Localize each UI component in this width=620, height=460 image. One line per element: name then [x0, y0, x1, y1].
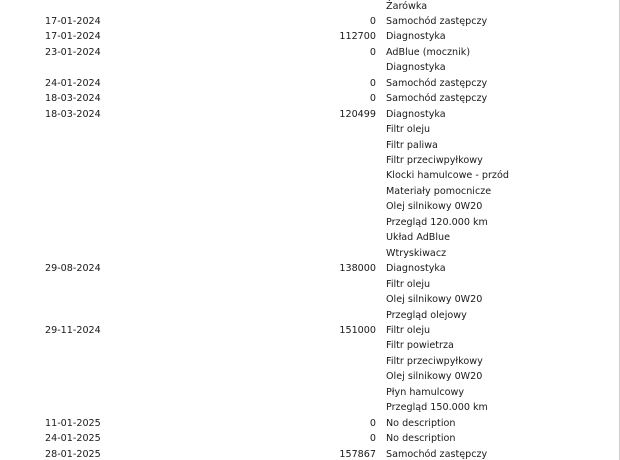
- row-mileage: 0: [369, 93, 376, 105]
- row-description: Filtr przeciwpyłkowy: [386, 355, 483, 367]
- table-row: [0, 215, 620, 230]
- row-date: 28-01-2025: [45, 448, 101, 460]
- table-row: [0, 277, 620, 292]
- row-description: Samochód zastępczy: [386, 15, 488, 27]
- table-row: [0, 76, 620, 91]
- row-description: Przegląd olejowy: [386, 309, 467, 321]
- row-description: Filtr paliwa: [386, 139, 438, 151]
- row-description: Filtr przeciwpyłkowy: [386, 155, 483, 166]
- table-row: [0, 308, 620, 323]
- table-row: [0, 338, 620, 353]
- row-description: Żarówka: [386, 0, 428, 12]
- row-mileage: 138000: [339, 263, 376, 275]
- row-description: AdBlue (mocznik): [386, 46, 471, 58]
- row-description: Filtr oleju: [386, 278, 431, 290]
- row-date: 17-01-2024: [45, 15, 101, 27]
- row-description: Olej silnikowy 0W20: [386, 371, 483, 383]
- row-description: Klocki hamulcowe - przód: [386, 170, 509, 182]
- row-description: Płyn hamulcowy: [386, 386, 465, 398]
- row-mileage: 0: [369, 15, 376, 27]
- table-row: [0, 246, 620, 261]
- table-row: [0, 0, 620, 14]
- row-date: 11-01-2025: [45, 417, 101, 429]
- row-description: Układ AdBlue: [386, 232, 451, 244]
- table-row: [0, 400, 620, 415]
- row-mileage: 0: [369, 433, 376, 445]
- row-description: Materiały pomocnicze: [386, 185, 492, 197]
- row-description: Samochód zastępczy: [386, 93, 488, 105]
- row-mileage: 112700: [339, 31, 376, 43]
- row-mileage: 157867: [339, 448, 376, 460]
- row-description: No description: [386, 417, 456, 429]
- table-row: [0, 107, 620, 122]
- table-row: [0, 138, 620, 153]
- row-description: Olej silnikowy 0W20: [386, 294, 483, 306]
- row-date: 24-01-2024: [45, 77, 101, 89]
- table-row: [0, 91, 620, 106]
- table-row: [0, 168, 620, 183]
- row-mileage: 151000: [339, 324, 376, 336]
- row-description: Filtr oleju: [386, 324, 431, 336]
- row-date: 29-11-2024: [45, 324, 101, 336]
- row-description: Filtr oleju: [386, 124, 431, 136]
- row-date: 17-01-2024: [45, 31, 101, 43]
- table-row: [0, 153, 620, 168]
- table-row: [0, 184, 620, 199]
- row-description: Samochód zastępczy: [386, 448, 488, 460]
- row-description: Samochód zastępczy: [386, 77, 488, 89]
- row-description: Przegląd 120.000 km: [386, 216, 488, 228]
- row-description: Diagnostyka: [386, 62, 446, 74]
- table-row: [0, 60, 620, 75]
- row-date: 29-08-2024: [45, 263, 101, 275]
- row-description: Olej silnikowy 0W20: [386, 201, 483, 213]
- row-mileage: 0: [369, 77, 376, 89]
- table-row: [0, 369, 620, 384]
- row-date: 18-03-2024: [45, 108, 101, 120]
- table-row: [0, 354, 620, 369]
- table-row: [0, 261, 620, 276]
- row-description: Filtr powietrza: [386, 340, 454, 352]
- table-row: [0, 323, 620, 338]
- row-date: 24-01-2025: [45, 433, 101, 445]
- table-row: [0, 14, 620, 29]
- table-row: [0, 199, 620, 214]
- row-date: 18-03-2024: [45, 93, 101, 105]
- row-description: Diagnostyka: [386, 263, 446, 275]
- table-row: [0, 385, 620, 400]
- table-row: [0, 45, 620, 60]
- row-mileage: 0: [369, 46, 376, 58]
- table-row: [0, 431, 620, 446]
- row-description: Przegląd 150.000 km: [386, 402, 488, 414]
- row-description: No description: [386, 433, 456, 445]
- table-row: [0, 230, 620, 245]
- row-mileage: 120499: [339, 108, 376, 120]
- row-mileage: 0: [369, 417, 376, 429]
- row-description: Diagnostyka: [386, 108, 446, 120]
- row-date: 23-01-2024: [45, 46, 101, 58]
- row-description: Wtryskiwacz: [386, 247, 447, 259]
- table-row: [0, 122, 620, 137]
- table-row: [0, 29, 620, 44]
- table-row: [0, 292, 620, 307]
- table-row: [0, 447, 620, 460]
- row-description: Diagnostyka: [386, 31, 446, 43]
- table-row: [0, 416, 620, 431]
